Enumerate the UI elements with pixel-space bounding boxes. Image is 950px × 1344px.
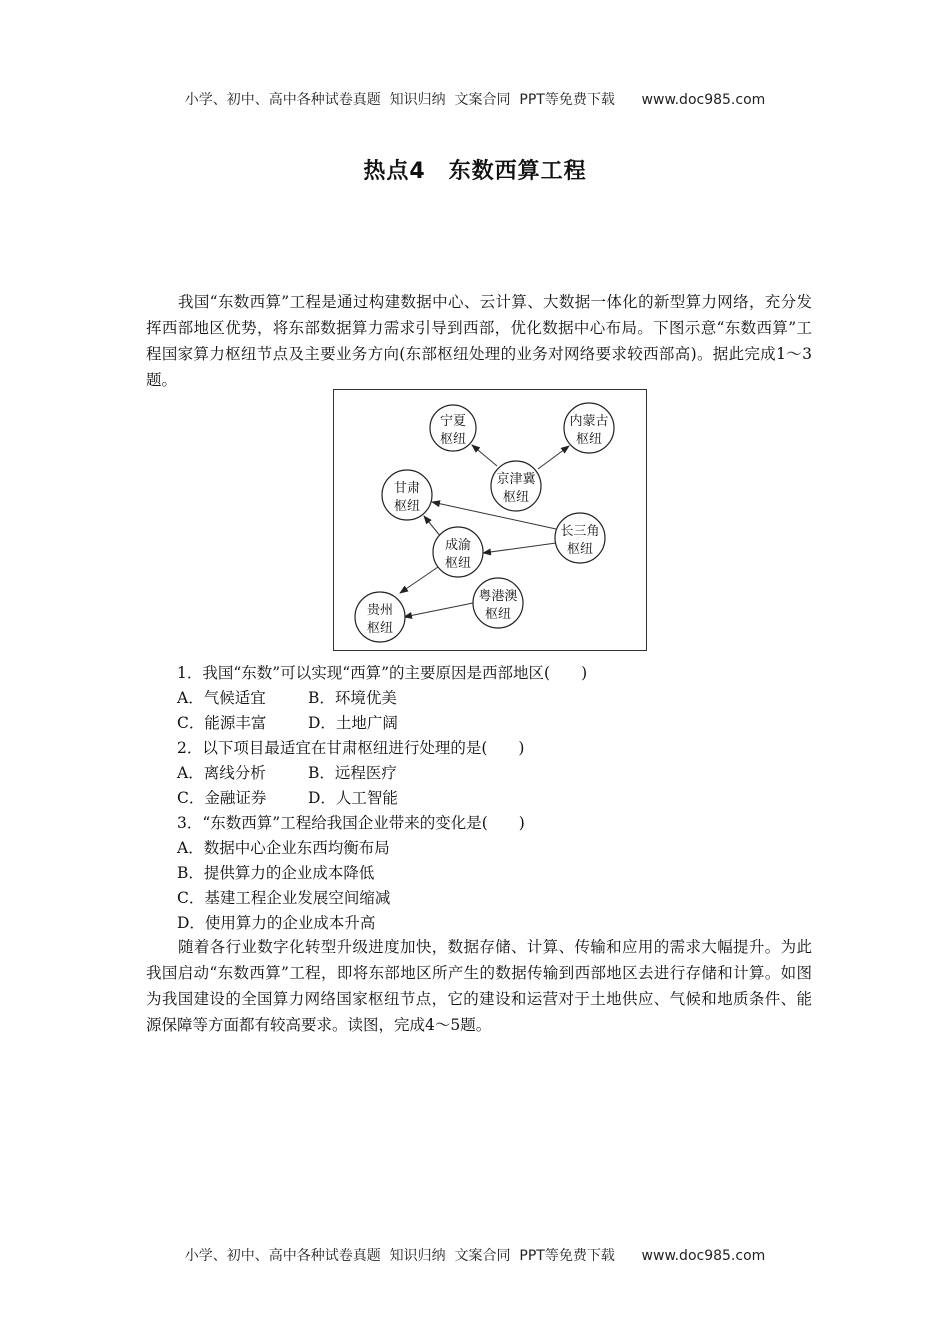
- arrow-jingjinji-to-neimenggu: [538, 446, 569, 469]
- node-ningxia-name: 宁夏: [439, 414, 467, 429]
- node-yuegangao-label: 枢纽: [484, 607, 512, 622]
- arrow-chengyu-to-gansu: [424, 516, 441, 537]
- question-2-options-row-1: [177, 761, 797, 786]
- question-2-option-c: C．金融证券: [177, 789, 267, 807]
- hub-diagram: [333, 389, 647, 651]
- node-guizhou: [355, 592, 405, 642]
- node-gansu-name: 甘肃: [393, 481, 421, 496]
- question-1-option-b: B．环境优美: [308, 689, 397, 707]
- node-chengyu-label: 枢纽: [444, 556, 472, 571]
- question-3-stem: 3．“东数西算”工程给我国企业带来的变化是( ): [177, 814, 525, 832]
- question-3-option-c: C．基建工程企业发展空间缩减: [177, 889, 391, 907]
- question-1-stem: 1．我国“东数”可以实现“西算”的主要原因是西部地区( ): [177, 664, 588, 682]
- question-1-option-d: D．土地广阔: [308, 714, 398, 732]
- question-2-option-b: B．远程医疗: [308, 764, 397, 782]
- question-1-options-row-2: [177, 711, 797, 736]
- node-neimenggu-name: 内蒙古: [569, 414, 609, 429]
- arrow-changsanjiao-to-chengyu: [483, 543, 556, 553]
- node-neimenggu-label: 枢纽: [575, 432, 603, 447]
- question-3-option-b: B．提供算力的企业成本降低: [177, 864, 375, 882]
- node-ningxia-label: 枢纽: [439, 432, 467, 447]
- arrow-yuegangao-to-guizhou: [404, 603, 473, 617]
- question-2-options-row-2: [177, 786, 797, 811]
- node-jingjinji-label: 枢纽: [502, 490, 530, 505]
- question-3-option-d: D．使用算力的企业成本升高: [177, 914, 376, 932]
- node-jingjinji-name: 京津冀: [496, 472, 536, 487]
- node-ningxia: [430, 405, 476, 451]
- node-jingjinji: [491, 461, 541, 511]
- node-guizhou-label: 枢纽: [366, 621, 394, 636]
- node-changsanjiao-label: 枢纽: [566, 542, 594, 557]
- question-2-option-d: D．人工智能: [308, 789, 398, 807]
- node-changsanjiao: [555, 513, 605, 563]
- question-3-option-a: A．数据中心企业东西均衡布局: [177, 839, 390, 857]
- node-yuegangao: [473, 578, 523, 628]
- intro-paragraph: 我国“东数西算”工程是通过构建数据中心、云计算、大数据一体化的新型算力网络，充分发挥西部地区优势，将东部数据算力需求引导到西部，优化数据中心布局。下图示意“东数西算”工程国家算力枢纽节点及主要业务方向(东部枢纽处理的业务对网络要求较西部高)。据此完成1～3题。: [146, 293, 812, 389]
- arrow-jingjinji-to-ningxia: [472, 445, 497, 466]
- question-2-stem: 2．以下项目最适宜在甘肃枢纽进行处理的是( ): [177, 739, 525, 757]
- page-header: 小学、初中、高中各种试卷真题 知识归纳 文案合同 PPT等免费下载 www.doc985.com: [184, 92, 766, 108]
- page-footer: 小学、初中、高中各种试卷真题 知识归纳 文案合同 PPT等免费下载 www.doc985.com: [184, 1248, 766, 1264]
- page-title: 热点4 东数西算工程: [363, 159, 587, 184]
- node-chengyu: [433, 527, 483, 577]
- question-1-option-c: C．能源丰富: [177, 714, 267, 732]
- node-yuegangao-name: 粤港澳: [478, 589, 518, 604]
- question-1-options-row-1: [177, 686, 797, 711]
- node-chengyu-name: 成渝: [444, 538, 472, 553]
- question-1-option-a: A．气候适宜: [177, 689, 266, 707]
- node-guizhou-name: 贵州: [366, 603, 394, 618]
- passage-2-paragraph: 随着各行业数字化转型升级进度加快，数据存储、计算、传输和应用的需求大幅提升。为此我国启动“东数西算”工程，即将东部地区所产生的数据传输到西部地区去进行存储和计算。如图为我国建设的全国算力网络国家枢纽节点，它的建设和运营对于土地供应、气候和地质条件、能源保障等方面都有较高要求。读图，完成4～5题。: [146, 938, 812, 1034]
- node-gansu: [382, 470, 432, 520]
- question-2-option-a: A．离线分析: [177, 764, 266, 782]
- question-list: [177, 661, 797, 936]
- node-gansu-label: 枢纽: [393, 499, 421, 514]
- arrow-changsanjiao-to-gansu: [432, 502, 556, 529]
- hub-diagram-svg: [334, 390, 645, 649]
- node-neimenggu: [564, 403, 614, 453]
- arrow-chengyu-to-guizhou: [400, 567, 438, 593]
- node-changsanjiao-name: 长三角: [560, 524, 600, 539]
